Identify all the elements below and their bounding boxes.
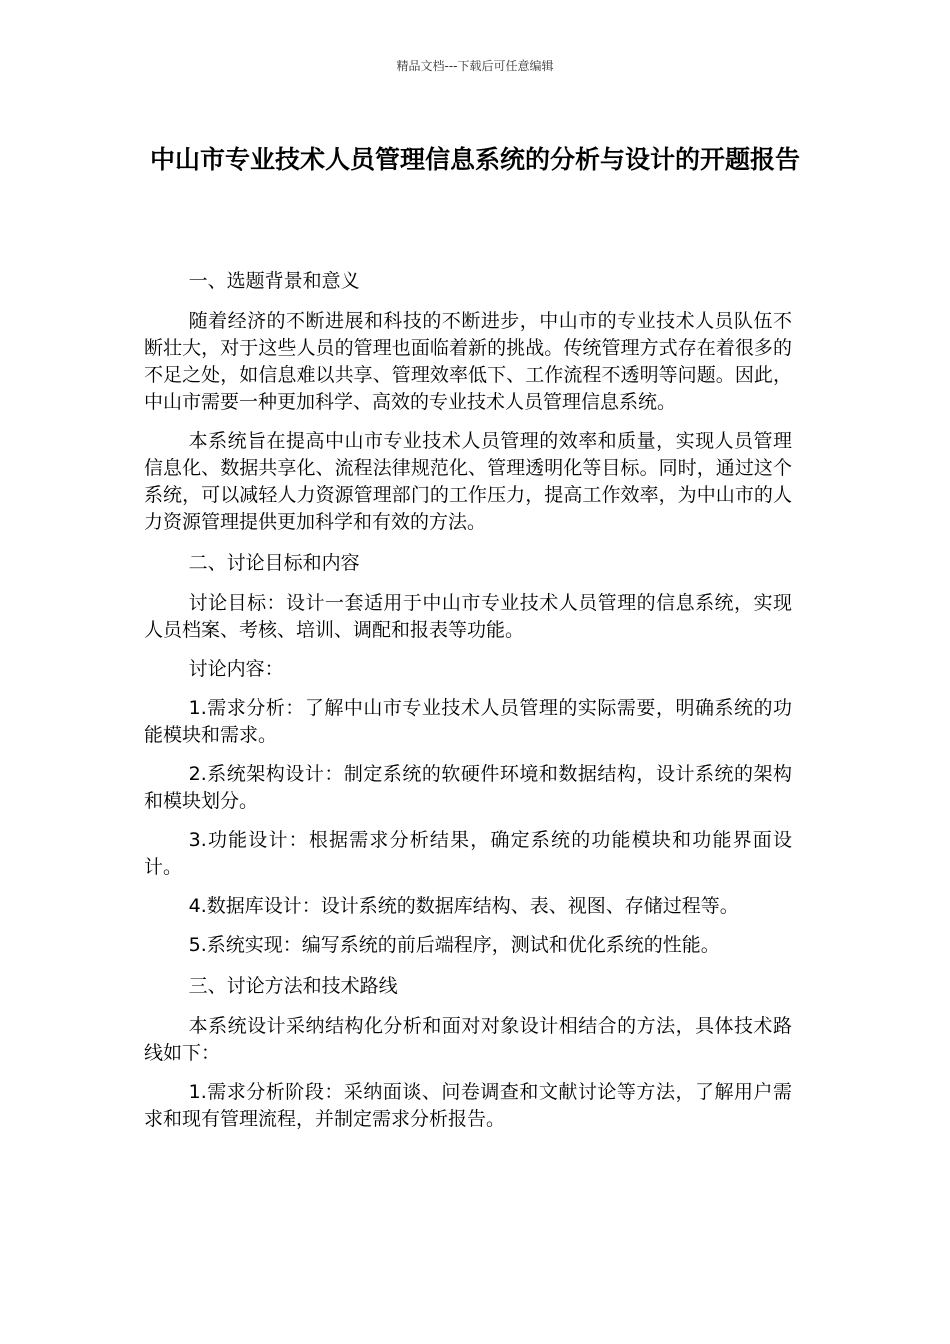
paragraph-goal: 讨论目标：设计一套适用于中山市专业技术人员管理的信息系统，实现人员档案、考核、培训、调配和报表等功能。 bbox=[144, 592, 792, 641]
list-item: 3.功能设计：根据需求分析结果，确定系统的功能模块和功能界面设计。 bbox=[144, 829, 792, 878]
paragraph-background-1: 随着经济的不断进展和科技的不断进步，中山市的专业技术人员队伍不断壮大，对于这些人员的管理也面临着新的挑战。传统管理方式存在着很多的不足之处，如信息难以共享、管理效率低下、工作流程不透明等问题。因此，中山市需要一种更加科学、高效的专业技术人员管理信息系统。 bbox=[144, 310, 792, 413]
section-heading-background: 一、选题背景和意义 bbox=[188, 270, 360, 292]
document-body bbox=[144, 266, 792, 1145]
paragraph-content-label: 讨论内容： bbox=[188, 658, 284, 680]
paragraph-background-2: 本系统旨在提高中山市专业技术人员管理的效率和质量，实现人员管理信息化、数据共享化、流程法律规范化、管理透明化等目标。同时，通过这个系统，可以减轻人力资源管理部门的工作压力，提高工作效率，为中山市的人力资源管理提供更加科学和有效的方法。 bbox=[144, 430, 792, 533]
list-item: 1.需求分析：了解中山市专业技术人员管理的实际需要，明确系统的功能模块和需求。 bbox=[144, 697, 792, 746]
document-title: 中山市专业技术人员管理信息系统的分析与设计的开题报告 bbox=[149, 145, 800, 174]
paragraph-methods: 本系统设计采纳结构化分析和面对对象设计相结合的方法，具体技术路线如下： bbox=[144, 1015, 792, 1064]
header-note: 精品文档---下载后可任意编辑 bbox=[396, 59, 554, 73]
section-heading-goals: 二、讨论目标和内容 bbox=[188, 552, 360, 574]
list-item: 5.系统实现：编写系统的前后端程序，测试和优化系统的性能。 bbox=[188, 934, 720, 956]
list-item: 1.需求分析阶段：采纳面谈、问卷调查和文献讨论等方法，了解用户需求和现有管理流程，并制定需求分析报告。 bbox=[144, 1081, 792, 1130]
section-heading-methods: 三、讨论方法和技术路线 bbox=[188, 975, 398, 997]
list-item: 2.系统架构设计：制定系统的软硬件环境和数据结构，设计系统的架构和模块划分。 bbox=[144, 763, 792, 812]
list-item: 4.数据库设计：设计系统的数据库结构、表、视图、存储过程等。 bbox=[188, 895, 739, 917]
